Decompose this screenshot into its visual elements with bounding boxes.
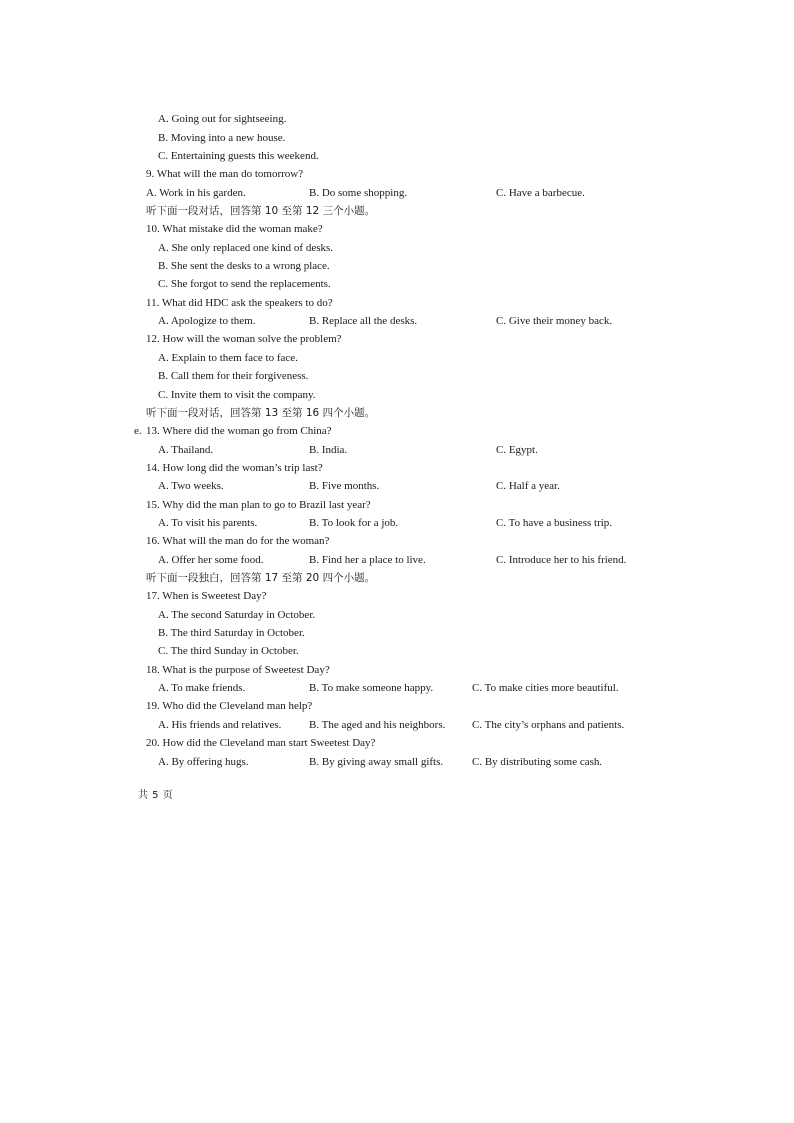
q9-option-a: A. Work in his garden. — [146, 187, 246, 199]
q10-question: 10. What mistake did the woman make? — [146, 223, 323, 235]
q14-question: 14. How long did the woman’s trip last? — [146, 462, 323, 474]
page-count-footer: 共 5 页 — [138, 790, 174, 801]
q10-option-a: A. She only replaced one kind of desks. — [158, 242, 334, 254]
q13-option-b: B. India. — [309, 444, 348, 456]
q9-option-c: C. Have a barbecue. — [496, 187, 585, 199]
q11-option-a: A. Apologize to them. — [158, 315, 256, 327]
q10-option-c: C. She forgot to send the replacements. — [158, 278, 331, 290]
q15-option-b: B. To look for a job. — [309, 517, 399, 529]
q18-option-c: C. To make cities more beautiful. — [472, 682, 619, 694]
q13-question: 13. Where did the woman go from China? — [146, 425, 332, 437]
q14-option-c: C. Half a year. — [496, 480, 560, 492]
q15-option-a: A. To visit his parents. — [158, 517, 258, 529]
q20-question: 20. How did the Cleveland man start Sweetest Day? — [146, 737, 376, 749]
q11-options-row — [158, 314, 613, 328]
q15-option-c: C. To have a business trip. — [496, 517, 613, 529]
q17-question: 17. When is Sweetest Day? — [146, 590, 267, 602]
q15-options-row — [158, 516, 613, 530]
q13-option-a: A. Thailand. — [158, 444, 214, 456]
section-heading-17-20: 听下面一段独白，回答第 17 至第 20 四个小题。 — [146, 572, 376, 584]
q20-option-b: B. By giving away small gifts. — [309, 756, 444, 768]
q10-option-b: B. She sent the desks to a wrong place. — [158, 260, 330, 272]
q18-options-row — [158, 681, 619, 695]
q19-question: 19. Who did the Cleveland man help? — [146, 700, 313, 712]
q14-option-a: A. Two weeks. — [158, 480, 224, 492]
q19-option-c: C. The city’s orphans and patients. — [472, 719, 625, 731]
section-heading-13-16: 听下面一段对话，回答第 13 至第 16 四个小题。 — [146, 407, 376, 419]
q18-question: 18. What is the purpose of Sweetest Day? — [146, 664, 330, 676]
q16-option-a: A. Offer her some food. — [158, 554, 264, 566]
q14-option-b: B. Five months. — [309, 480, 380, 492]
q16-options-row — [158, 553, 627, 567]
q9-option-b: B. Do some shopping. — [309, 187, 408, 199]
q16-option-c: C. Introduce her to his friend. — [496, 554, 627, 566]
q18-option-b: B. To make someone happy. — [309, 682, 434, 694]
q9-options-row — [146, 186, 585, 200]
q19-option-b: B. The aged and his neighbors. — [309, 719, 446, 731]
section-heading-10-12: 听下面一段对话，回答第 10 至第 12 三个小题。 — [146, 205, 376, 217]
q12-option-a: A. Explain to them face to face. — [158, 352, 298, 364]
q13-stray-mark: e. — [134, 425, 142, 437]
q9-question: 9. What will the man do tomorrow? — [146, 168, 304, 180]
q15-question: 15. Why did the man plan to go to Brazil last year? — [146, 499, 371, 511]
q14-options-row — [158, 479, 560, 493]
q20-option-c: C. By distributing some cash. — [472, 756, 603, 768]
q17-option-c: C. The third Sunday in October. — [158, 645, 299, 657]
q12-option-c: C. Invite them to visit the company. — [158, 389, 316, 401]
q16-option-b: B. Find her a place to live. — [309, 554, 426, 566]
q19-option-a: A. His friends and relatives. — [158, 719, 282, 731]
q8-option-a: A. Going out for sightseeing. — [158, 113, 287, 125]
q11-question: 11. What did HDC ask the speakers to do? — [146, 297, 333, 309]
q13-option-c: C. Egypt. — [496, 444, 538, 456]
q8-option-b: B. Moving into a new house. — [158, 132, 286, 144]
q12-option-b: B. Call them for their forgiveness. — [158, 370, 309, 382]
q19-options-row — [158, 718, 625, 732]
q20-options-row — [158, 755, 603, 769]
q17-option-b: B. The third Saturday in October. — [158, 627, 305, 639]
q12-question: 12. How will the woman solve the problem? — [146, 333, 342, 345]
q11-option-b: B. Replace all the desks. — [309, 315, 418, 327]
q18-option-a: A. To make friends. — [158, 682, 246, 694]
q8-option-c: C. Entertaining guests this weekend. — [158, 150, 319, 162]
q11-option-c: C. Give their money back. — [496, 315, 613, 327]
q16-question: 16. What will the man do for the woman? — [146, 535, 330, 547]
q17-option-a: A. The second Saturday in October. — [158, 609, 316, 621]
q13-options-row — [158, 443, 538, 457]
q20-option-a: A. By offering hugs. — [158, 756, 249, 768]
